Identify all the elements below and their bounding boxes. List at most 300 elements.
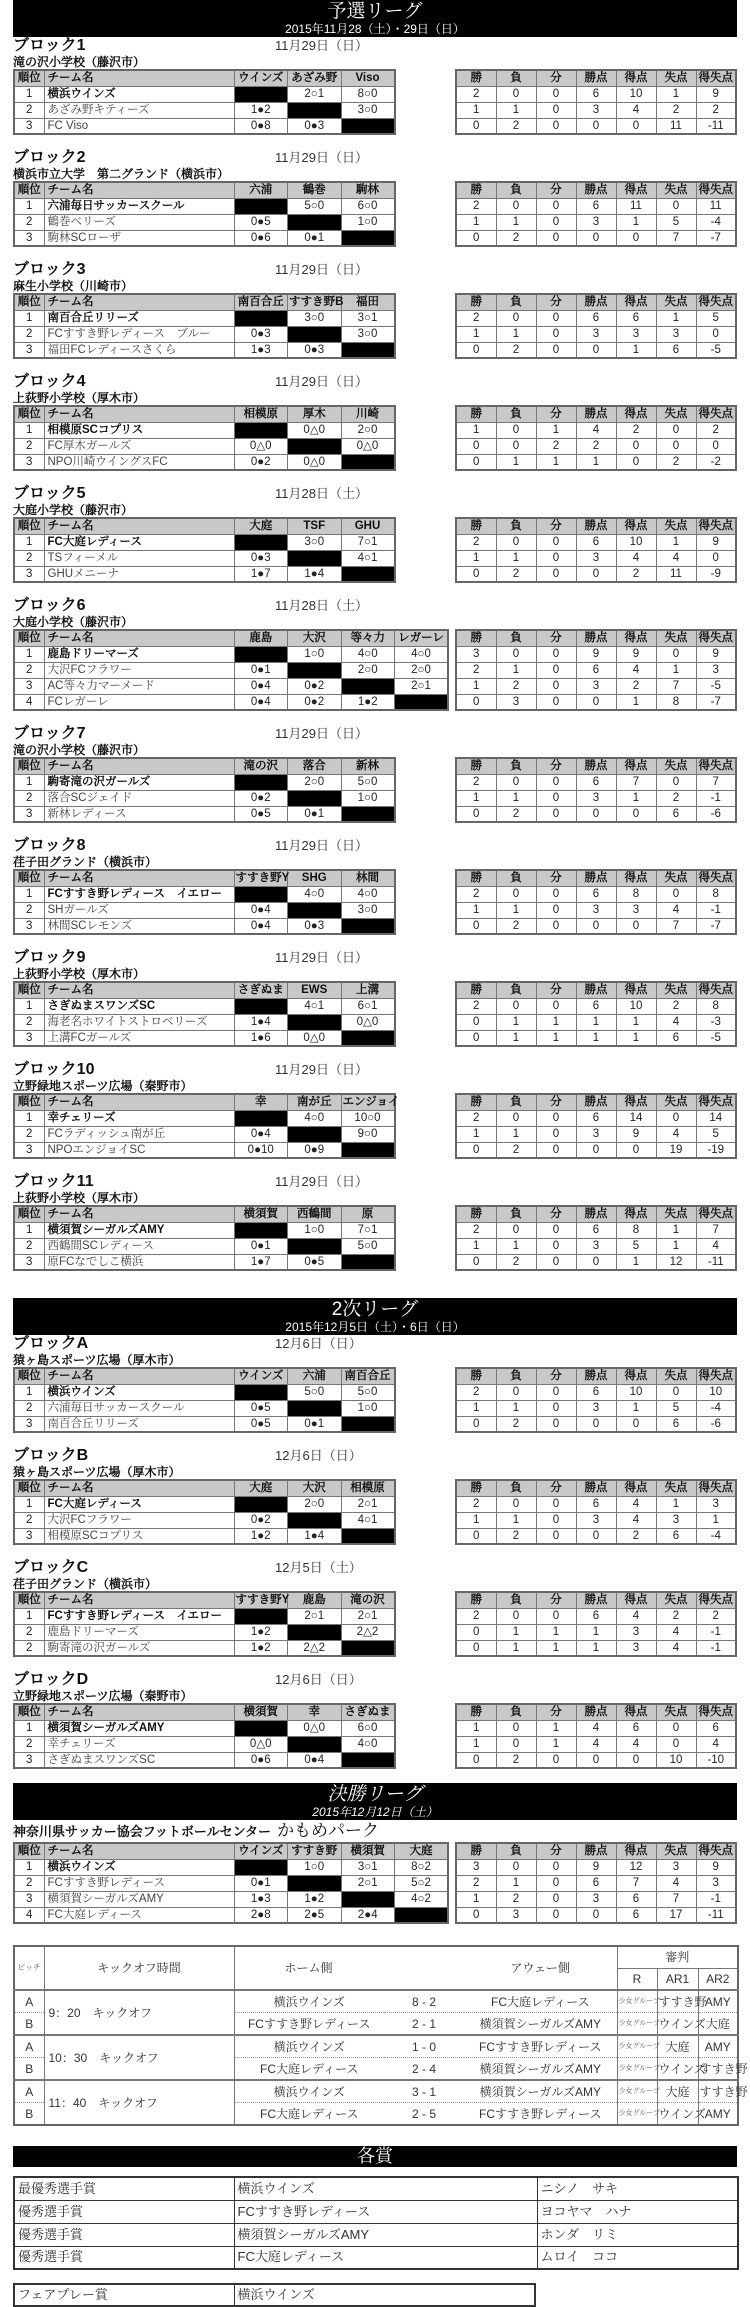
table-row [14,790,395,806]
stat-value: 4 [656,1014,696,1030]
award-player: ニシノ サキ [537,2177,738,2200]
match-result: 1●2 [234,1624,288,1640]
table-header-row [14,1206,395,1222]
stat-value: 0 [536,1110,576,1126]
stat-value: 4 [616,550,656,566]
team-rank: 2 [14,438,44,454]
stats-table [455,69,737,135]
team-rank: 3 [14,1142,44,1158]
table-header-row [14,1704,395,1720]
award-row [14,2177,738,2200]
team-rank: 1 [14,1720,44,1736]
match-result: 4○0 [341,886,395,902]
team-rank: 3 [14,1416,44,1432]
away-team: FCすすき野レディース [464,2035,617,2058]
stats-header: 分 [536,758,576,774]
stat-value: 3 [576,1512,616,1528]
team-name: 鶴巻ベリーズ [44,214,234,230]
match-result: 0●2 [234,790,288,806]
opponent-header: 原 [341,1206,395,1222]
stat-value: 0 [496,198,536,214]
stat-value: 1 [616,1400,656,1416]
stat-value: 1 [536,1736,576,1752]
opponent-header: さぎぬま [341,1704,395,1720]
stat-value: 0 [616,230,656,246]
stats-row [456,1416,736,1432]
stat-value: 12 [656,1254,696,1270]
group-block [0,1061,750,1173]
stat-value: 9 [696,646,736,662]
table-row [14,1030,395,1046]
schedule-table [13,1945,748,2126]
team-name: 駒林SCローザ [44,230,234,246]
opponent-header: 六浦 [234,182,288,198]
stat-value: 0 [536,1238,576,1254]
table-row [14,86,395,102]
stat-value: 0 [576,566,616,582]
team-name: 上溝FCガールズ [44,1030,234,1046]
stat-value: 7 [616,1875,656,1891]
block-venue: 立野緑地スポーツ広場（秦野市） [13,1689,193,1703]
table-header-row [14,406,395,422]
match-result: 0●9 [288,1142,342,1158]
stats-header: 得失点 [696,294,736,310]
team-name: 相模原SCコプリス [44,1528,234,1544]
match-result: 3○1 [341,310,395,326]
stat-value: 2 [656,998,696,1014]
match-result: 0●5 [288,1254,342,1270]
match-result: 0●1 [234,1875,288,1891]
stats-header: 負 [496,518,536,534]
fairplay-team: 横浜ウインズ [234,2284,535,2306]
stat-value: 0 [496,1859,536,1875]
stats-header-row [456,1704,736,1720]
match-result: 0●5 [234,214,288,230]
stat-value: 2 [456,1608,496,1624]
stat-value: 1 [536,454,576,470]
stat-value: -19 [696,1142,736,1158]
team-rank: 2 [14,550,44,566]
stat-value: 11 [616,198,656,214]
team-header: チーム名 [44,1368,234,1384]
stat-value: 1 [456,790,496,806]
team-name: 幸チェリーズ [44,1736,234,1752]
team-name: GHUメニーナ [44,566,234,582]
team-rank: 4 [14,694,44,710]
standings-table [13,181,396,247]
stats-header: 負 [496,630,536,646]
stat-value: 7 [656,230,696,246]
team-name: 横浜ウインズ [44,1859,234,1875]
stats-header: 失点 [656,406,696,422]
stat-value: 0 [536,1126,576,1142]
table-row [14,1720,395,1736]
stat-value: 0 [496,1496,536,1512]
stat-value: 1 [496,1014,536,1030]
match-result: 0●1 [288,1416,342,1432]
stat-value: 0 [536,534,576,550]
stat-value: 3 [616,1640,656,1656]
stats-header: 得失点 [696,1480,736,1496]
stat-value: 4 [696,1736,736,1752]
match-result: 5○0 [288,198,342,214]
stat-value: 9 [696,1859,736,1875]
self-match-cell [395,1907,449,1923]
stat-value: -5 [696,1030,736,1046]
block-venue: 大庭小学校（藤沢市） [13,615,134,629]
table-row [14,1624,395,1640]
self-match-cell [288,662,342,678]
match-result: 8○2 [395,1859,449,1875]
block-venue: 立野緑地スポーツ広場（秦野市） [13,1079,193,1093]
stats-header: 勝 [456,1206,496,1222]
stat-value: 0 [456,1624,496,1640]
stat-value: 19 [656,1142,696,1158]
self-match-cell [234,1384,288,1400]
stat-value: 1 [616,790,656,806]
opponent-header: 福田 [341,294,395,310]
standings-table [13,517,396,583]
table-row [14,1736,395,1752]
match-result: 5○0 [341,1238,395,1254]
referee-ar1: 大庭 [657,2080,698,2103]
stats-header: 勝 [456,294,496,310]
team-header: チーム名 [44,1843,234,1859]
fairplay-table [13,2283,536,2307]
stat-value: 1 [576,1640,616,1656]
opponent-header: 鶴巻 [288,182,342,198]
stats-header: 勝 [456,1368,496,1384]
stats-header: 勝点 [576,182,616,198]
stat-value: 3 [576,326,616,342]
standings-table [13,69,396,135]
stat-value: 2 [616,1528,656,1544]
stat-value: 6 [656,1528,696,1544]
team-rank: 3 [14,454,44,470]
team-rank: 3 [14,1030,44,1046]
block-date: 12月6日（日） [275,1448,362,1463]
table-row [14,1512,395,1528]
final-venue-name: かもめパーク [277,1821,380,1840]
team-name: FC大庭レディース [44,1496,234,1512]
table-row [14,1110,395,1126]
award-team: 横浜ウインズ [234,2177,537,2200]
match-result: 0△0 [234,438,288,454]
stat-value: 2 [456,1222,496,1238]
stats-header: 勝点 [576,294,616,310]
stat-value: 0 [616,118,656,134]
team-header: チーム名 [44,518,234,534]
block-date: 12月6日（日） [275,1336,362,1351]
team-rank: 2 [14,214,44,230]
stat-value: 2 [496,1142,536,1158]
match-result: 1●2 [234,1640,288,1656]
stats-header: 勝点 [576,758,616,774]
stat-value: 2 [496,1254,536,1270]
block-title: ブロック5 [13,485,86,502]
stats-header: 勝点 [576,1704,616,1720]
team-rank: 1 [14,422,44,438]
opponent-header: 川崎 [341,406,395,422]
stat-value: 10 [656,1752,696,1768]
rank-header: 順位 [14,1368,44,1384]
stats-row [456,326,736,342]
stats-header: 得失点 [696,758,736,774]
block-title: ブロック1 [13,37,86,54]
stat-value: 0 [536,806,576,822]
referee-ar2: 大庭 [698,2013,738,2036]
stats-header: 負 [496,1592,536,1608]
stats-header: 失点 [656,758,696,774]
home-team: FC大庭レディース [234,2103,384,2126]
stat-value: 1 [656,1238,696,1254]
stat-value: 4 [616,662,656,678]
stat-value: -6 [696,806,736,822]
opponent-header: 厚木 [288,406,342,422]
stat-value: 11 [696,198,736,214]
block-date: 12月6日（日） [275,1672,362,1687]
team-name: FC大庭レディース [44,534,234,550]
opponent-header: 相模原 [341,1480,395,1496]
stats-row [456,86,736,102]
stats-row [456,1222,736,1238]
stat-value: 2 [456,1496,496,1512]
stats-header: 負 [496,1206,536,1222]
match-result: 2●8 [234,1907,288,1923]
stats-row [456,1142,736,1158]
stat-value: 0 [536,1859,576,1875]
stat-value: 1 [456,102,496,118]
self-match-cell [288,902,342,918]
team-header: チーム名 [44,630,234,646]
stats-header: 得点 [616,70,656,86]
rank-header: 順位 [14,1094,44,1110]
table-row [14,534,395,550]
team-header: チーム名 [44,870,234,886]
stats-header: 勝点 [576,1480,616,1496]
self-match-cell [341,1640,395,1656]
stats-row [456,1014,736,1030]
stat-value: 0 [496,1222,536,1238]
stats-header: 負 [496,294,536,310]
stat-value: 10 [616,998,656,1014]
opponent-header: Viso [341,70,395,86]
team-name: FCすすき野レディース イエロー [44,1608,234,1624]
stats-header: 負 [496,1704,536,1720]
opponent-header: EWS [288,982,342,998]
final-venue-label: 神奈川県サッカー協会フットボールセンター [13,1824,272,1839]
match-result: 2○1 [288,1608,342,1624]
home-team: FCすすき野レディース [234,2013,384,2036]
match-result: 0●2 [288,694,342,710]
table-row [14,1640,395,1656]
kickoff-header: キックオフ時間 [44,1946,234,1990]
table-row [14,1126,395,1142]
stat-value: 3 [576,102,616,118]
table-row [14,902,395,918]
stat-value: 0 [536,774,576,790]
stats-row [456,678,736,694]
home-team: FC大庭レディース [234,2058,384,2081]
team-name: さぎぬまスワンズSC [44,1752,234,1768]
stat-value: -10 [696,1752,736,1768]
standings-table [13,1205,396,1271]
match-result: 3○1 [341,1859,395,1875]
stats-row [456,230,736,246]
stat-value: 3 [456,1859,496,1875]
stat-value: 2 [496,1416,536,1432]
stats-header: 得失点 [696,1094,736,1110]
stat-value: 0 [536,1142,576,1158]
stat-value: 0 [656,198,696,214]
team-rank: 2 [14,102,44,118]
stat-value: 10 [696,1384,736,1400]
awards-header [13,2146,737,2167]
stat-value: 8 [616,886,656,902]
team-name: FCすすき野レディース イエロー [44,886,234,902]
match-result: 1●7 [234,566,288,582]
stats-row [456,1254,736,1270]
stat-value: 4 [656,1875,696,1891]
stat-value: 0 [456,1142,496,1158]
stats-row [456,422,736,438]
self-match-cell [288,438,342,454]
stats-header: 負 [496,70,536,86]
stat-value: 2 [616,566,656,582]
match-result: 4○0 [288,1110,342,1126]
stat-value: 17 [656,1907,696,1923]
stat-value: 1 [616,1030,656,1046]
stat-value: 3 [576,902,616,918]
stat-value: 6 [576,1222,616,1238]
stat-value: 1 [496,214,536,230]
block-date: 11月28日（土） [275,598,368,613]
stats-header: 分 [536,630,576,646]
match-result: 5○0 [288,1384,342,1400]
team-header: チーム名 [44,1592,234,1608]
stat-value: 6 [576,998,616,1014]
stat-value: 1 [456,1400,496,1416]
stats-header: 勝 [456,758,496,774]
stats-header: 失点 [656,1206,696,1222]
stats-header: 分 [536,1592,576,1608]
self-match-cell [234,1608,288,1624]
match-result: 6○0 [341,1720,395,1736]
stat-value: 3 [696,1496,736,1512]
stat-value: 11 [656,566,696,582]
team-name: さぎぬまスワンズSC [44,998,234,1014]
rank-header: 順位 [14,70,44,86]
match-result: 0△0 [288,422,342,438]
stat-value: 0 [576,1528,616,1544]
team-name: 幸チェリーズ [44,1110,234,1126]
team-name: FCレガーレ [44,694,234,710]
stat-value: 2 [496,342,536,358]
referee-ar1: ウインズ [657,2103,698,2126]
match-result: 0●3 [288,342,342,358]
pitch-label: A [14,2035,44,2058]
stat-value: 0 [456,230,496,246]
team-name: 大沢FCフラワー [44,662,234,678]
stats-header: 得失点 [696,1368,736,1384]
block-date: 11月29日（日） [275,1062,368,1077]
stat-value: 2 [696,1608,736,1624]
table-row [14,438,395,454]
stats-header: 分 [536,70,576,86]
stat-value: 7 [656,678,696,694]
match-result: 0●2 [288,678,342,694]
block-date: 11月28日（土） [275,486,368,501]
stat-value: 7 [656,1891,696,1907]
stat-value: 1 [536,422,576,438]
stats-table [455,517,737,583]
team-header: チーム名 [44,70,234,86]
group-block [0,149,750,261]
self-match-cell [234,886,288,902]
stat-value: 0 [656,438,696,454]
match-row [14,2080,738,2103]
stat-value: 6 [656,806,696,822]
team-name: FC厚木ガールズ [44,438,234,454]
stat-value: -4 [696,214,736,230]
block-title: ブロック2 [13,149,86,166]
self-match-cell [234,1496,288,1512]
stats-header: 分 [536,1704,576,1720]
team-rank: 3 [14,678,44,694]
block-title: ブロックD [13,1671,89,1688]
stat-value: 2 [456,774,496,790]
table-row [14,566,395,582]
match-result: 2○1 [341,1608,395,1624]
standings-table [13,1591,396,1657]
self-match-cell [234,774,288,790]
table-row [14,326,395,342]
team-header: チーム名 [44,1206,234,1222]
stats-row [456,1875,736,1891]
stats-header-row [456,518,736,534]
stat-value: 0 [656,1384,696,1400]
stat-value: 1 [496,454,536,470]
stat-value: 12 [616,1859,656,1875]
kickoff-time: 11：40 キックオフ [44,2080,234,2125]
team-rank: 3 [14,806,44,822]
match-result: 0●6 [234,1752,288,1768]
block-venue: 滝の沢小学校（藤沢市） [13,743,146,757]
stats-row [456,1512,736,1528]
stats-table [455,869,737,935]
team-name: FC Viso [44,118,234,134]
self-match-cell [341,230,395,246]
stats-header: 失点 [656,870,696,886]
stat-value: 2 [496,566,536,582]
table-header-row [14,982,395,998]
second-header [13,1298,737,1335]
opponent-header: 駒林 [341,182,395,198]
stat-value: -4 [696,1528,736,1544]
stats-header: 得点 [616,982,656,998]
match-result: 1○0 [341,1400,395,1416]
stat-value: 1 [456,678,496,694]
stat-value: 2 [456,998,496,1014]
stat-value: 1 [656,534,696,550]
table-row [14,774,395,790]
stat-value: 0 [496,646,536,662]
team-name: NPO川崎ウイングスFC [44,454,234,470]
stats-header: 勝点 [576,1592,616,1608]
match-result: 1●7 [234,1254,288,1270]
referee-ar2: すすき野 [698,2080,738,2103]
self-match-cell [234,534,288,550]
